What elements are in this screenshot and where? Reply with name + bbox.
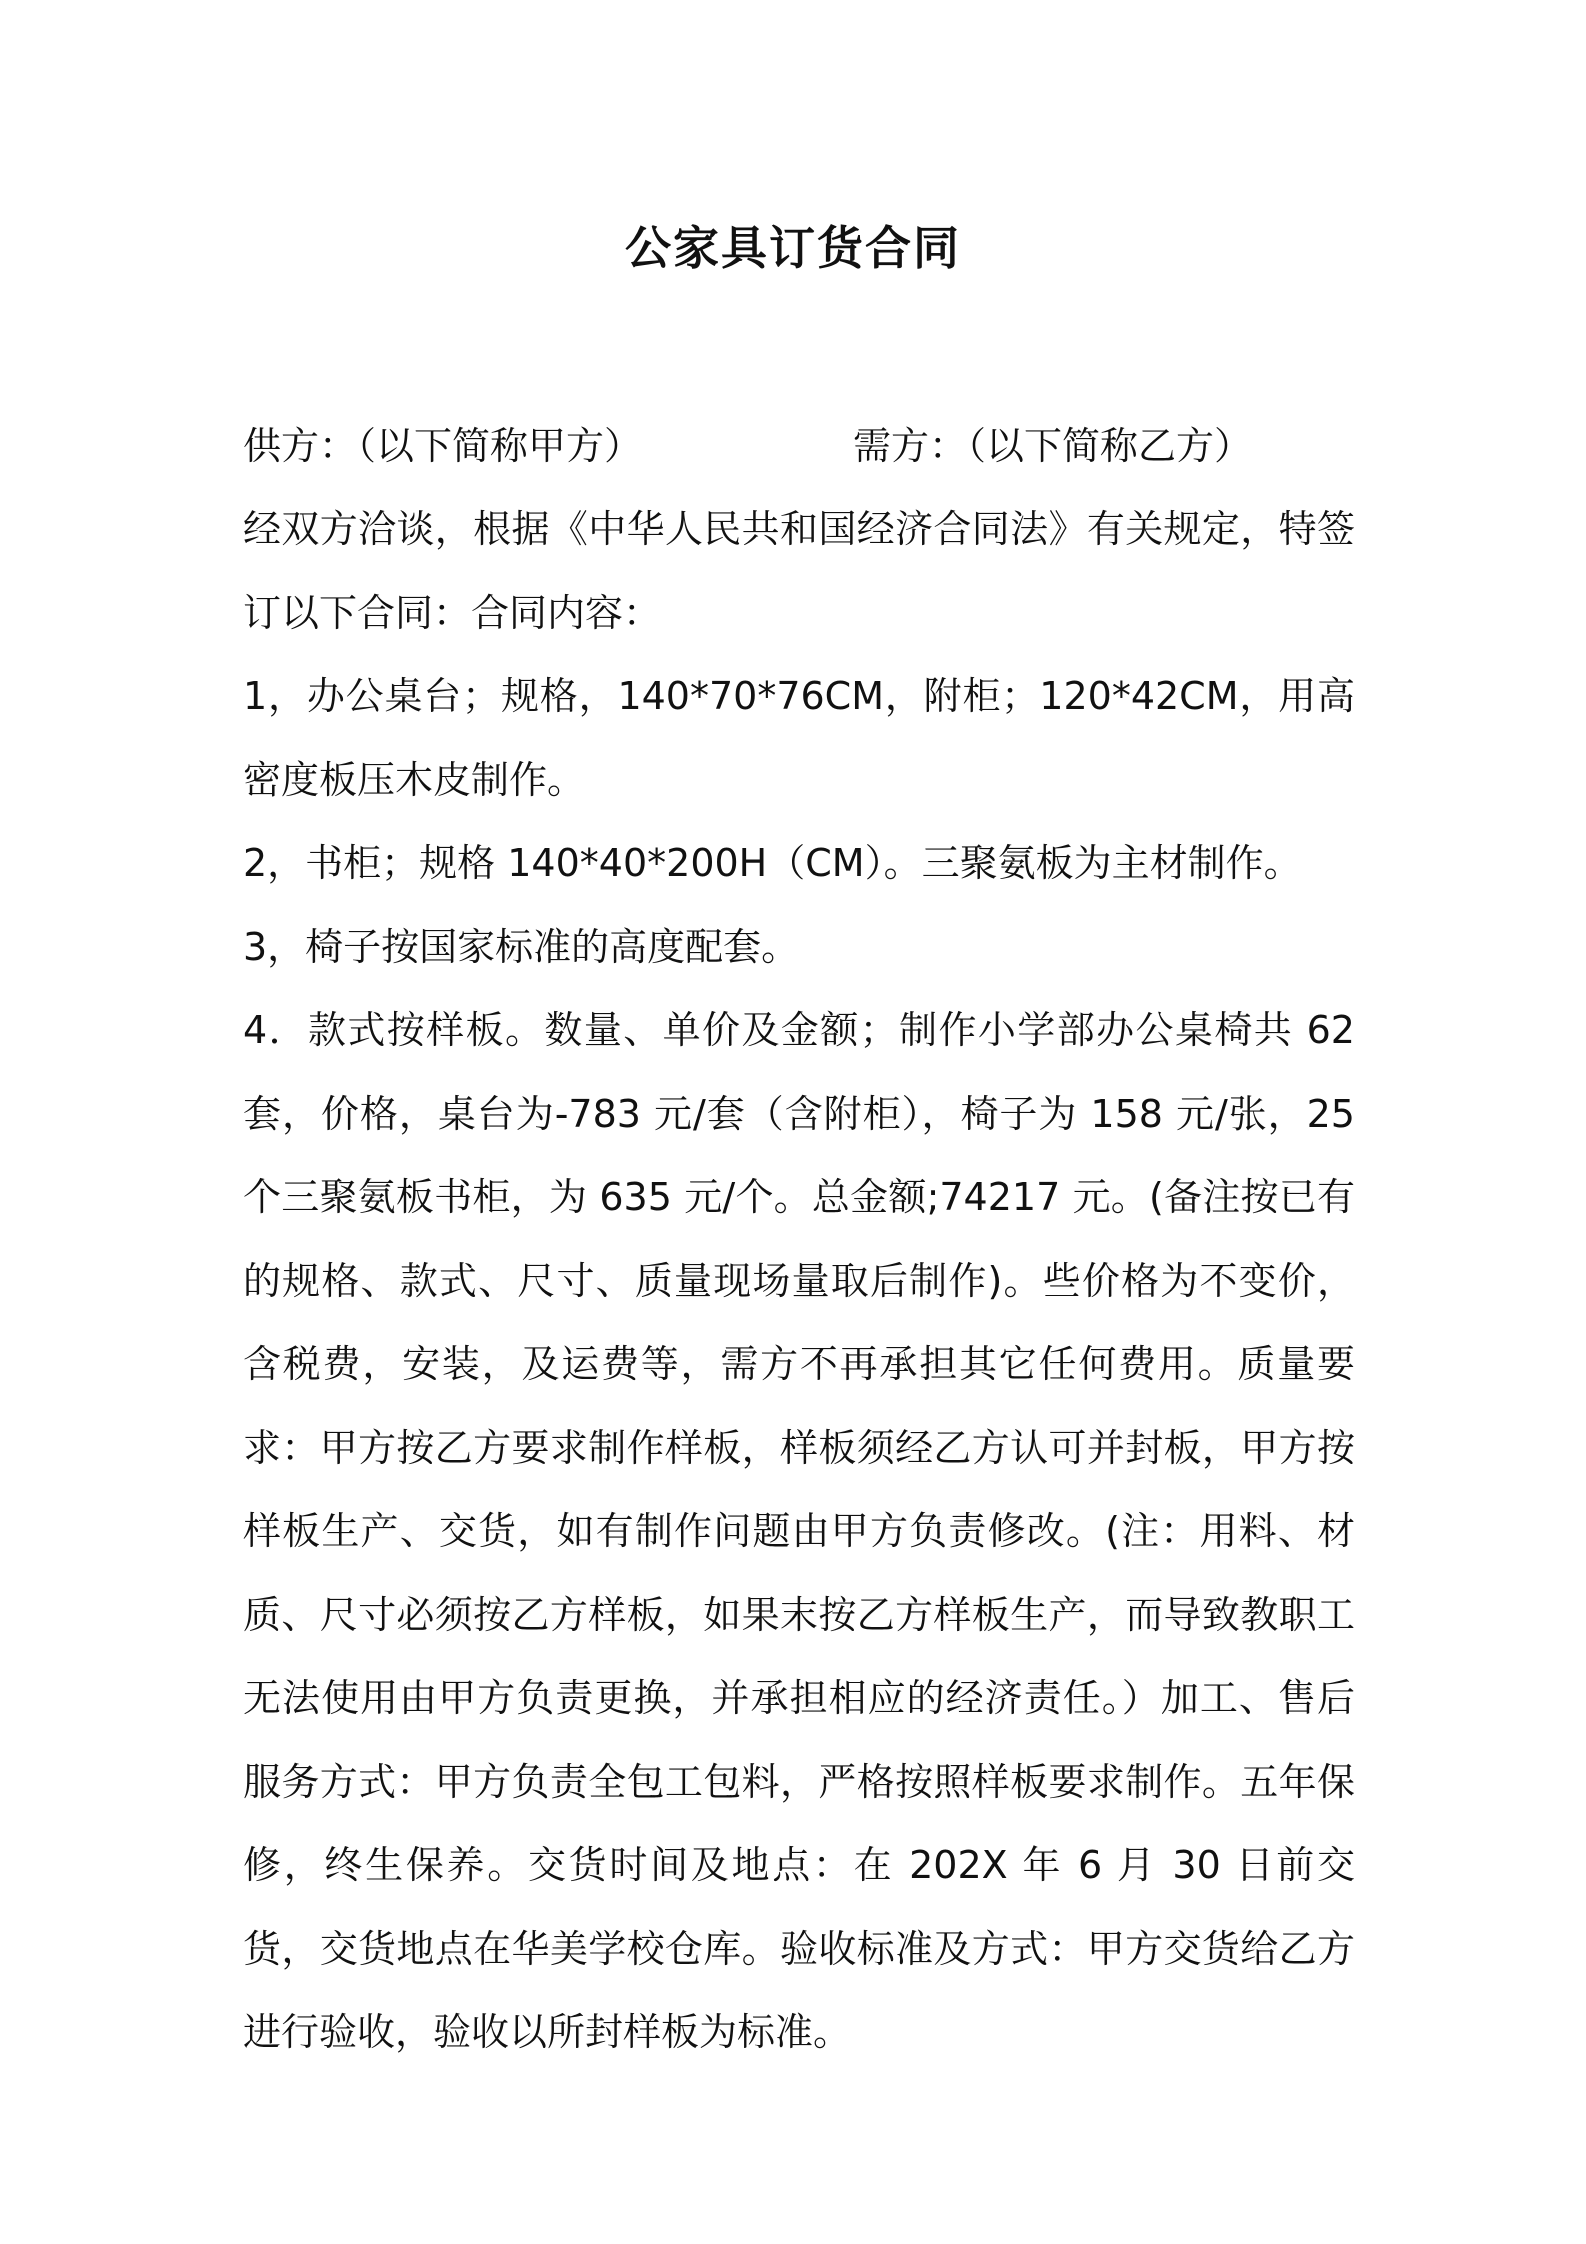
intro-paragraph: 经双方洽谈，根据《中华人民共和国经济合同法》有关规定，特签订以下合同：合同内容： [243, 507, 1355, 635]
clause-bookcase: 2，书柜；规格 140*40*200H（CM）。三聚氨板为主材制作。 [243, 841, 1302, 885]
clause-desk: 1，办公桌台；规格，140*70*76CM，附柜；120*42CM，用高密度板压木皮制作。 [243, 674, 1355, 802]
supplier-label: 供方：（以下简称甲方） [243, 424, 643, 468]
contract-body [243, 488, 1355, 2075]
buyer-label: 需方：（以下简称乙方） [853, 424, 1253, 468]
document-title: 公家具订货合同 [625, 221, 961, 275]
parties-line [243, 404, 1363, 488]
clause-chair: 3，椅子按国家标准的高度配套。 [243, 924, 800, 969]
clause-terms: 4．款式按样板。数量、单价及金额；制作小学部办公桌椅共 62 套，价格，桌台为-783 元/套（含附柜），椅子为 158 元/张，25 个三聚氨板书柜，为 635 元/个。总金额;74217 元。(备注按已有的规格、款式、尺寸、质量现场量取后制作)。些价格为不变价，含税费，安装，及运费等，需方不再承担其它任何费用。质量要求：甲方按乙方要求制作样板，样板须经乙方认可并封板，甲方按样板生产、交货，如有制作问题由甲方负责修改。(注：用料、材质、尺寸必须按乙方样板，如果末按乙方样板生产，而导致教职工无法使用由甲方负责更换，并承担相应的经济责任。）加工、售后服务方式：甲方负责全包工包料，严格按照样板要求制作。五年保修，终生保养。交货时间及地点：在 202X 年 6 月 30 日前交货，交货地点在华美学校仓库。验收标准及方式：甲方交货给乙方进行验收，验收以所封样板为标准。 [243, 1008, 1355, 2054]
